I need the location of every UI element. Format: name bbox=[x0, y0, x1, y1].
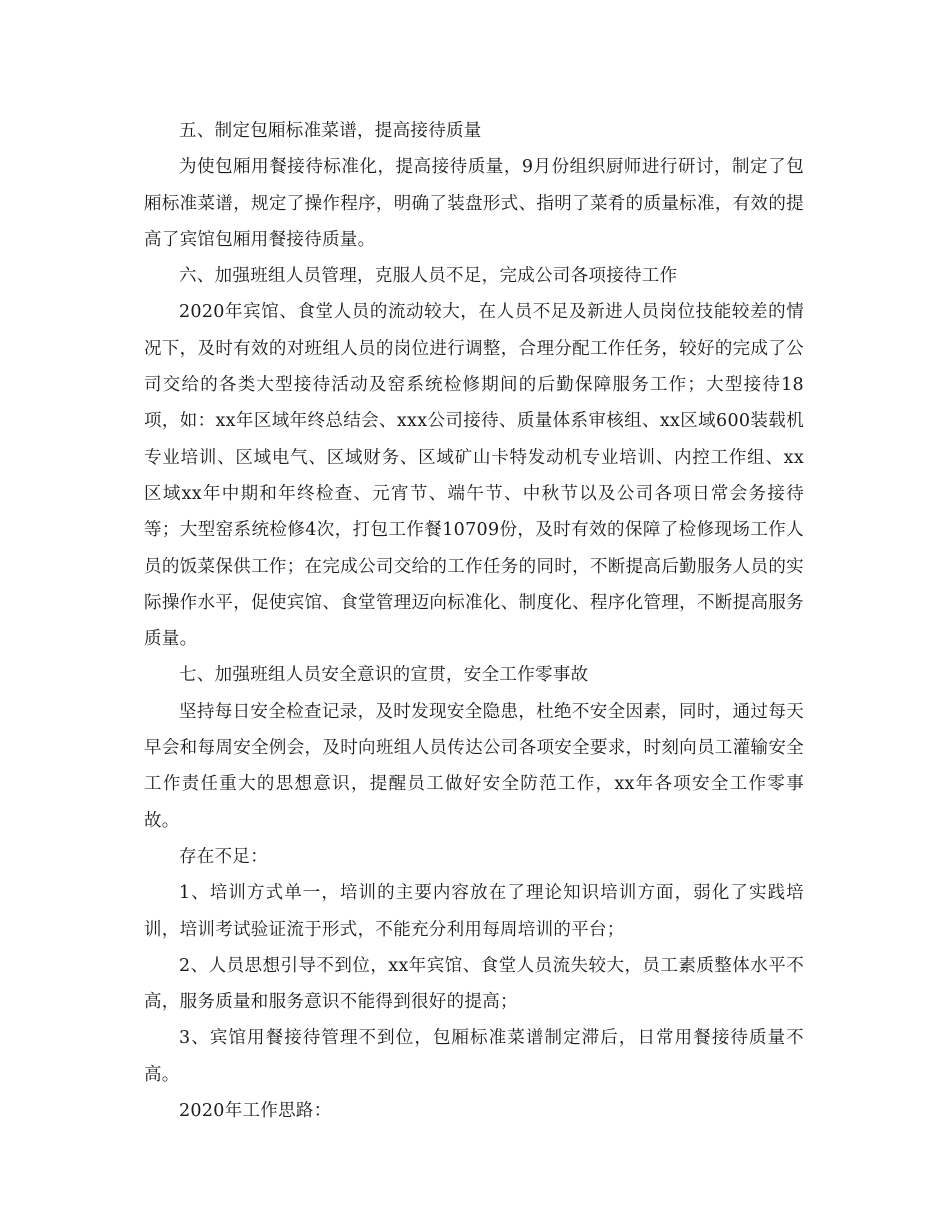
shortcoming-item: 2、人员思想引导不到位，xx年宾馆、食堂人员流失较大，员工素质整体水平不高，服务质量和服务意识不能得到很好的提高； bbox=[144, 955, 804, 1013]
shortcoming-item: 3、宾馆用餐接待管理不到位，包厢标准菜谱制定滞后，日常用餐接待质量不高。 bbox=[144, 1028, 804, 1085]
section-heading-7: 七、加强班组人员安全意识的宣贯，安全工作零事故 bbox=[179, 665, 589, 686]
body-paragraph: 2020年宾馆、食堂人员的流动较大，在人员不足及新进人员岗位技能较差的情况下，及时有效的对班组人员的岗位进行调整，合理分配工作任务，较好的完成了公司交给的各类大型接待活动及窑系统检修期间的后勤保障服务工作；大型接待18项，如：xx年区域年终总结会、xxx公司接待、质量体系审核组、xx区域600装载机专业培训、区域电气、区域财务、区域矿山卡特发动机专业培训、内控工作组、xx区域xx年中期和年终检查、元宵节、端午节、中秋节以及公司各项日常会务接待等；大型窑系统检修4次，打包工作餐10709份，及时有效的保障了检修现场工作人员的饭菜保供工作；在完成公司交给的工作任务的同时，不断提高后勤服务人员的实际操作水平，促使宾馆、食堂管理迈向标准化、制度化、程序化管理，不断提高服务质量。 bbox=[144, 302, 804, 650]
body-paragraph: 为使包厢用餐接待标准化，提高接待质量，9月份组织厨师进行研讨，制定了包厢标准菜谱，规定了操作程序，明确了装盘形式、指明了菜肴的质量标准，有效的提高了宾馆包厢用餐接待质量。 bbox=[144, 157, 804, 250]
section-heading-6: 六、加强班组人员管理，克服人员不足，完成公司各项接待工作 bbox=[179, 266, 678, 287]
document-body bbox=[144, 113, 804, 1129]
section-heading-5: 五、制定包厢标准菜谱，提高接待质量 bbox=[179, 121, 482, 141]
work-plan-heading: 2020年工作思路： bbox=[179, 1101, 332, 1122]
shortcomings-heading: 存在不足： bbox=[179, 846, 268, 867]
body-paragraph: 坚持每日安全检查记录，及时发现安全隐患，杜绝不安全因素，同时，通过每天早会和每周安全例会，及时向班组人员传达公司各项安全要求，时刻向员工灌输安全工作责任重大的思想意识，提醒员工做好安全防范工作，xx年各项安全工作零事故。 bbox=[144, 701, 804, 831]
shortcoming-item: 1、培训方式单一，培训的主要内容放在了理论知识培训方面，弱化了实践培训，培训考试验证流于形式，不能充分利用每周培训的平台； bbox=[144, 883, 804, 940]
